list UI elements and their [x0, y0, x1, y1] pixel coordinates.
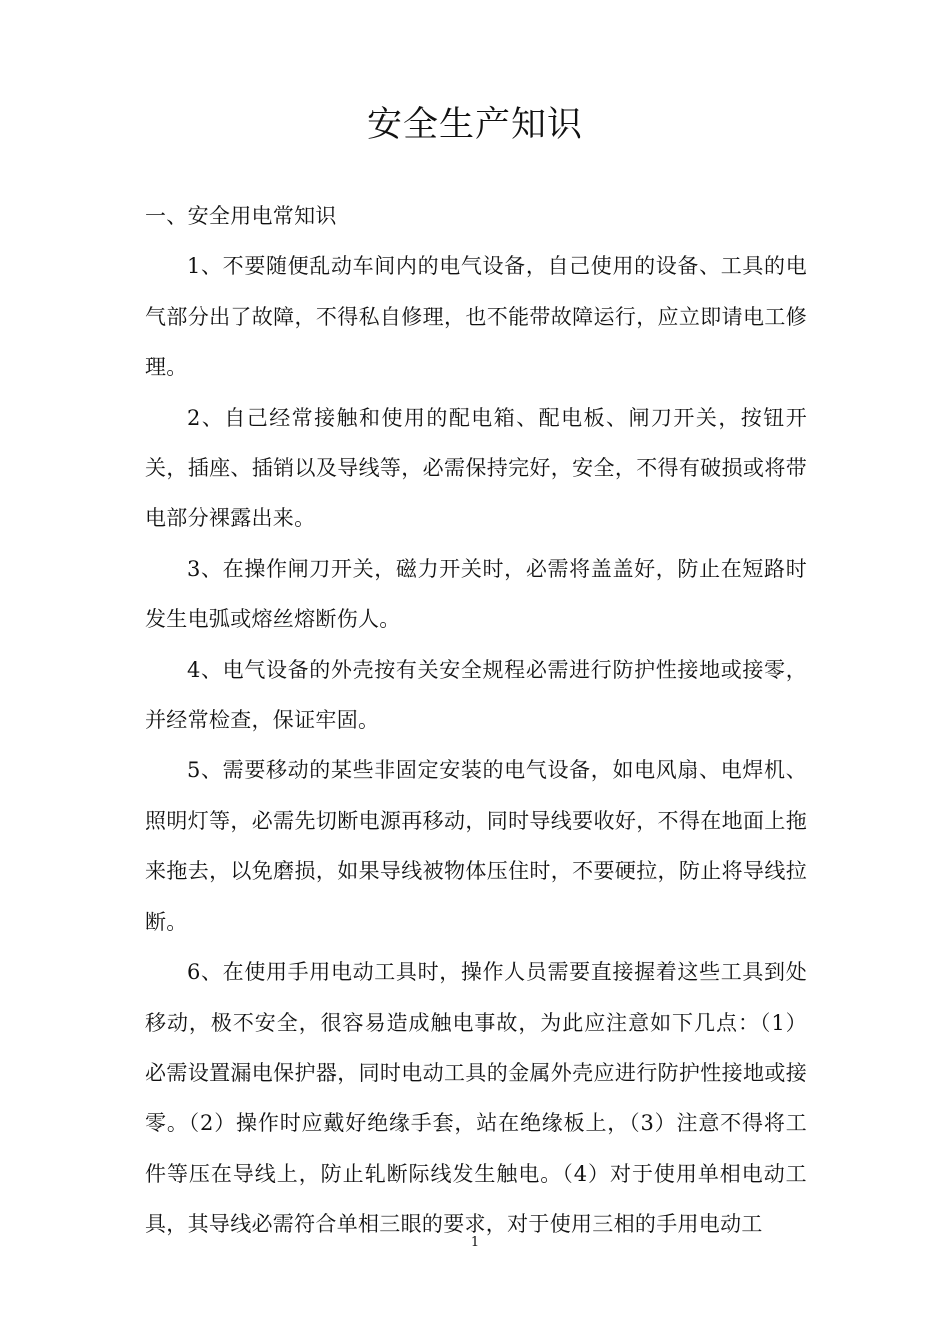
paragraph-1: 1、不要随便乱动车间内的电气设备，自己使用的设备、工具的电气部分出了故障，不得私自修理，也不能带故障运行，应立即请电工修理。	[145, 254, 807, 380]
section-heading: 一、安全用电常知识	[145, 204, 337, 228]
document-title: 安全生产知识	[366, 105, 583, 145]
paragraph-3: 3、在操作闸刀开关，磁力开关时，必需将盖盖好，防止在短路时发生电弧或熔丝熔断伤人。	[145, 556, 807, 632]
paragraph-6: 6、在使用手用电动工具时，操作人员需要直接握着这些工具到处移动，极不安全，很容易造成触电事故，为此应注意如下几点：（1）必需设置漏电保护器，同时电动工具的金属外壳应进行防护性接地或接零。（2）操作时应戴好绝缘手套，站在绝缘板上，（3）注意不得将工件等压在导线上，防止轧断际线发生触电。（4）对于使用单相电动工具，其导线必需符合单相三眼的要求，对于使用三相的手用电动工	[145, 960, 807, 1237]
page-number: 1	[470, 1235, 480, 1250]
paragraph-4: 4、电气设备的外壳按有关安全规程必需进行防护性接地或接零，并经常检查，保证牢固。	[145, 657, 807, 733]
paragraph-5: 5、需要移动的某些非固定安装的电气设备，如电风扇、电焊机、照明灯等，必需先切断电源再移动，同时导线要收好，不得在地面上拖来拖去，以免磨损，如果导线被物体压住时，不要硬拉，防止将导线拉断。	[145, 758, 807, 934]
paragraph-2: 2、自己经常接触和使用的配电箱、配电板、闸刀开关，按钮开关，插座、插销以及导线等，必需保持完好，安全，不得有破损或将带电部分裸露出来。	[145, 405, 807, 531]
document-body	[145, 191, 807, 1250]
